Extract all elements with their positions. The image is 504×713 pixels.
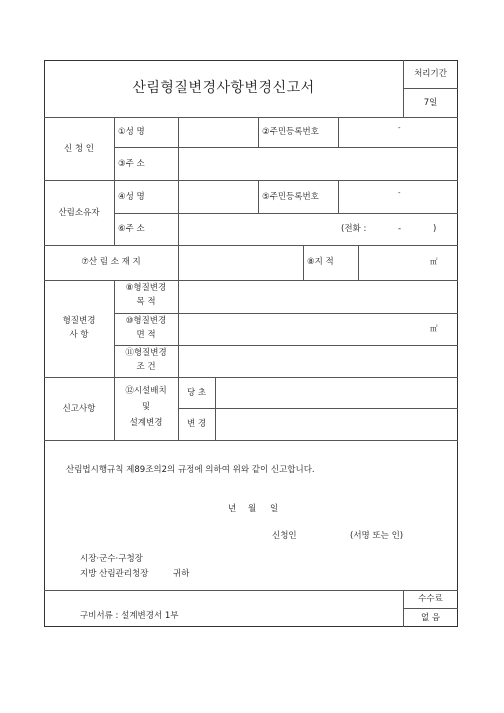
- line-fee-mid: [403, 608, 458, 609]
- forest-location-field[interactable]: [179, 246, 303, 280]
- applicant-address-label: ③주 소: [118, 159, 145, 169]
- recipient-suffix: 귀하: [173, 569, 190, 579]
- applicant-id-field[interactable]: [339, 118, 458, 147]
- forest-location-label: ⑦산 림 소 재 지: [81, 257, 141, 267]
- recipient-line-1: 시장·군수·구청장: [80, 554, 143, 564]
- applicant-name-label: ①성 명: [118, 127, 145, 137]
- owner-phone-label: (전화 :: [341, 224, 367, 234]
- applicant-id-dash: -: [398, 124, 401, 132]
- line-processing-mid: [403, 88, 458, 89]
- owner-phone-close: ): [433, 224, 437, 234]
- report-original-field[interactable]: [216, 378, 458, 408]
- line-footer-top: [44, 590, 458, 591]
- owner-id-label: ⑤주민등록번호: [262, 192, 319, 202]
- applicant-address-field[interactable]: [179, 148, 458, 180]
- signature-label: 신청인: [272, 531, 297, 541]
- report-changed-field[interactable]: [216, 409, 458, 440]
- report-facility-label-2: 및: [141, 402, 151, 412]
- line-processing-left: [403, 60, 404, 117]
- change-group-label-1: 형질변경: [62, 316, 96, 326]
- owner-address-label: ⑥주 소: [118, 224, 145, 234]
- line-area-col-right: [358, 245, 359, 280]
- report-facility-label-3: 설계변경: [129, 418, 163, 428]
- owner-address-field[interactable]: [179, 214, 339, 245]
- change-area-label-2: 면 적: [136, 330, 156, 340]
- change-purpose-label-1: ⑧형질변경: [125, 283, 167, 293]
- owner-id-field[interactable]: [339, 181, 458, 213]
- recipient-line-2: 지방 산림관리청장: [80, 569, 149, 579]
- forest-area-label: ⑧지 적: [307, 257, 334, 267]
- signature-note: (서명 또는 인): [350, 531, 404, 541]
- owner-group-label: 산림소유자: [58, 208, 100, 218]
- date-year: 년: [228, 504, 237, 514]
- date-month: 월: [248, 504, 257, 514]
- owner-id-dash: -: [398, 189, 401, 197]
- applicant-group-label: 신 청 인: [63, 144, 95, 154]
- line-group-col: [114, 117, 115, 245]
- owner-name-field[interactable]: [179, 181, 258, 213]
- change-group-label-2: 사 항: [69, 330, 89, 340]
- attachments-text: 구비서류 : 설계변경서 1부: [80, 611, 179, 621]
- line-id-col-2: [258, 180, 259, 213]
- change-area-unit: ㎡: [430, 324, 438, 333]
- change-purpose-label-2: 목 적: [136, 297, 156, 307]
- fee-label: 수수료: [418, 594, 443, 604]
- form-title: 산림형질변경사항변경신고서: [132, 80, 315, 96]
- forest-area-unit: ㎡: [430, 257, 438, 266]
- change-condition-field[interactable]: [179, 346, 458, 377]
- change-condition-label-1: ⑪형질변경: [125, 348, 167, 358]
- change-area-field[interactable]: [179, 314, 458, 345]
- report-changed-label: 변 경: [186, 419, 207, 429]
- owner-name-label: ④성 명: [118, 192, 145, 202]
- line-area-col-left: [303, 245, 304, 280]
- report-group-label: 신고사항: [62, 404, 96, 414]
- change-purpose-field[interactable]: [179, 281, 458, 313]
- line-id-col-1: [258, 117, 259, 147]
- date-day: 일: [270, 504, 279, 514]
- applicant-id-label: ②주민등록번호: [262, 127, 319, 137]
- processing-value: 7일: [423, 98, 438, 108]
- line-report-bottom: [44, 440, 458, 441]
- processing-label: 처리기간: [414, 69, 447, 79]
- report-original-label: 당 초: [186, 388, 207, 398]
- owner-phone-dash: -: [398, 224, 402, 234]
- change-condition-label-2: 조 건: [136, 362, 156, 372]
- fee-value: 없 음: [420, 613, 441, 623]
- applicant-name-field[interactable]: [179, 118, 258, 147]
- declaration-text: 산림법시행규칙 제89조의2의 규정에 의하여 위와 같이 신고합니다.: [66, 465, 315, 475]
- report-facility-label-1: ⑫시설배치: [125, 386, 167, 396]
- change-area-label-1: ⑩형질변경: [125, 316, 167, 326]
